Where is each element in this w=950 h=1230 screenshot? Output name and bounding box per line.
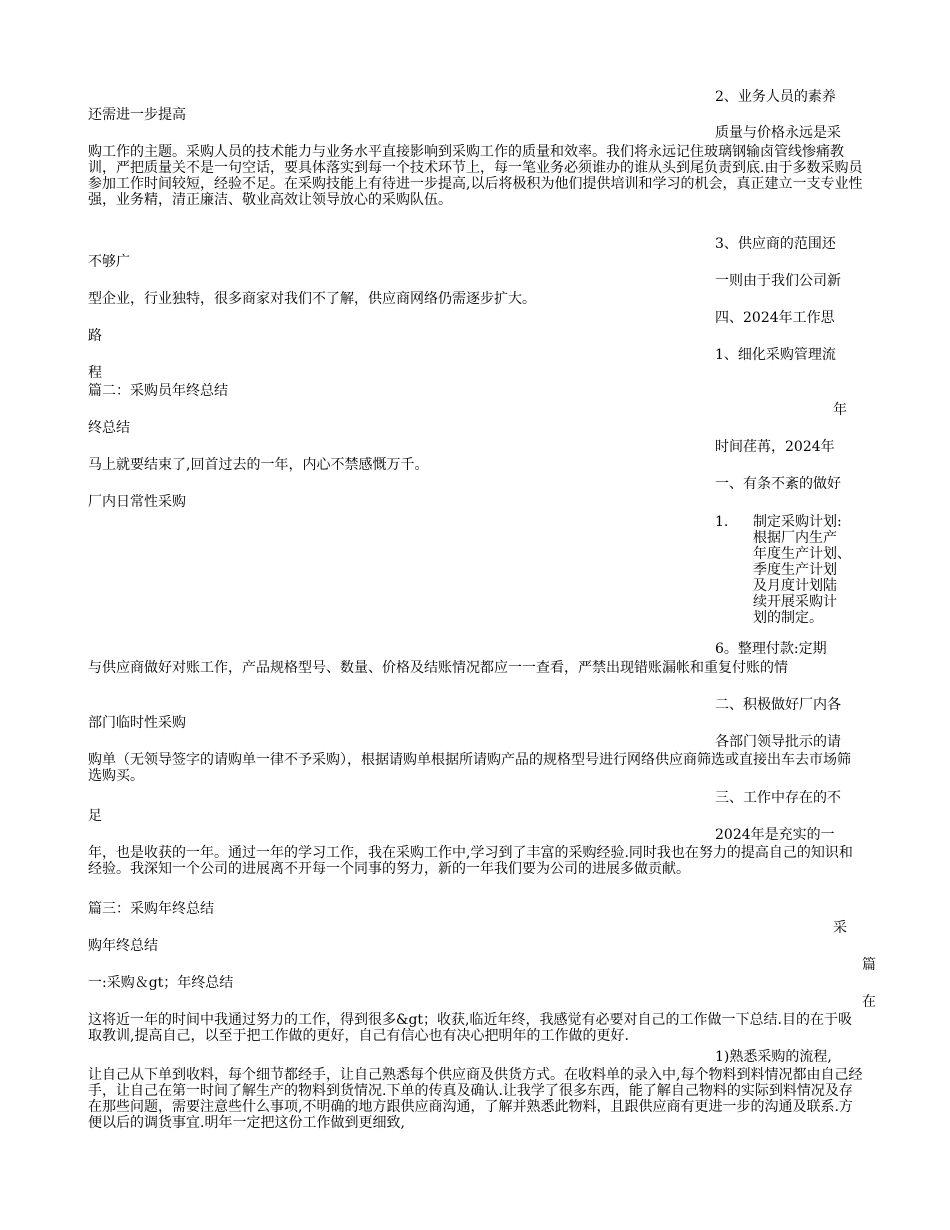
heading-2024-plan: 四、2024年工作思 [715, 310, 835, 326]
text-line: 在 [862, 994, 876, 1010]
list-line: 划的制定。 [753, 610, 823, 626]
heading-business-staff: 2、业务人员的素养 [715, 89, 836, 105]
list-line: 季度生产计划 [753, 562, 837, 578]
paragraph: 这将近一年的时间中我通过努力的工作，得到很多&gt；收获,临近年终，我感觉有必要对自己的工作做一下总结.目的在于吸取教训,提高自己，以至于把工作做的更好，自己有信心也有决心把明年的工作做的更好. [88, 1012, 852, 1044]
list-line: 及月度计划陆 [753, 578, 837, 594]
heading-supplier-range: 3、供应商的范围还 [715, 236, 836, 252]
list-line: 续开展采购计 [753, 594, 837, 610]
paragraph: 让自己从下单到收料，每个细节都经手，让自己熟悉每个供应商及供货方式。在收料单的录入中,每个物料到料情况都由自己经手，让自己在第一时间了解生产的物料到货情况.下单的传真及确认.让我学了很多东西，能了解自己物料的实际到料情况及存在那些问题，需要注意些什么事项,不明确的地方跟供应商沟通，了解并熟悉此物料，且跟供应商有更进一步的沟通及联系.方便以后的调货事宜.明年一定把这份工作做到更细致, [88, 1067, 863, 1131]
list-line: 制定采购计划: [753, 514, 842, 530]
heading-problems: 三、工作中存在的不 [715, 790, 841, 806]
text-line: 时间荏苒，2024年 [715, 439, 835, 455]
list-line: 年度生产计划、 [753, 546, 851, 562]
text-line: 2024年是充实的一 [715, 827, 835, 843]
text-line: 一则由于我们公司新 [715, 273, 841, 289]
section-title-piece-three: 篇三：采购年终总结 [88, 901, 214, 917]
heading-familiar: 1)熟悉采购的流程, [715, 1049, 832, 1065]
paragraph: 与供应商做好对账工作，产品规格型号、数量、价格及结账情况都应一一查看，严禁出现错账漏帐和重复付账的情 [88, 660, 788, 676]
text-line: 路 [88, 328, 102, 344]
text-line: 还需进一步提高 [88, 107, 186, 123]
paragraph: 年，也是收获的一年。通过一年的学习工作，我在采购工作中,学习到了丰富的采购经验.同时我也在努力的提高自己的知识和经验。我深知一个公司的进展离不开每一个同事的努力，新的一年我们要为公司的进展多做贡献。 [88, 845, 853, 877]
list-number: 1. [715, 514, 729, 530]
section-title-piece-two: 篇二：采购员年终总结 [88, 383, 228, 399]
text-line: 马上就要结束了,回首过去的一年，内心不禁感慨万千。 [88, 457, 429, 473]
heading-refine-process: 1、细化采购管理流 [715, 347, 836, 363]
text-line: 足 [88, 808, 102, 824]
text-line: 程 [88, 365, 102, 381]
text-line: 厂内日常性采购 [88, 494, 186, 510]
text-line: 质量与价格永远是采 [715, 125, 841, 141]
paragraph: 型企业，行业独特，很多商家对我们不了解，供应商网络仍需逐步扩大。 [88, 291, 536, 307]
text-line: 6。整理付款:定期 [715, 641, 827, 657]
list-line: 根据厂内生产 [753, 530, 837, 546]
text-line: 不够广 [88, 254, 130, 270]
text-line: 终总结 [88, 420, 130, 436]
paragraph: 购工作的主题。采购人员的技术能力与业务水平直接影响到采购工作的质量和效率。我们将永远记住玻璃钢输卤管线惨痛教训，严把质量关不是一句空话，要具体落实到每一个技术环节上，每一笔业务必须谁办的谁从头到尾负责到底.由于多数采购员参加工作时间较短，经验不足。在采购技能上有待进一步提高,以后将极积为他们提供培训和学习的机会，真正建立一支专业性强，业务精，清正廉洁、敬业高效让领导放心的采购队伍。 [88, 144, 863, 208]
heading-orderly: 一、有条不紊的做好 [715, 476, 841, 492]
text-line: 采 [833, 920, 847, 936]
text-line: 部门临时性采购 [88, 715, 186, 731]
heading-active: 二、积极做好厂内各 [715, 697, 841, 713]
text-line: 篇 [862, 957, 876, 973]
text-line: 年 [833, 402, 847, 418]
text-line: 一:采购＆gt；年终总结 [88, 975, 234, 991]
text-line: 购年终总结 [88, 938, 158, 954]
paragraph: 购单（无领导签字的请购单一律不予采购），根据请购单根据所请购产品的规格型号进行网络供应商筛选或直接出车去市场筛选购买。 [88, 752, 851, 784]
text-line: 各部门领导批示的请 [715, 734, 841, 750]
